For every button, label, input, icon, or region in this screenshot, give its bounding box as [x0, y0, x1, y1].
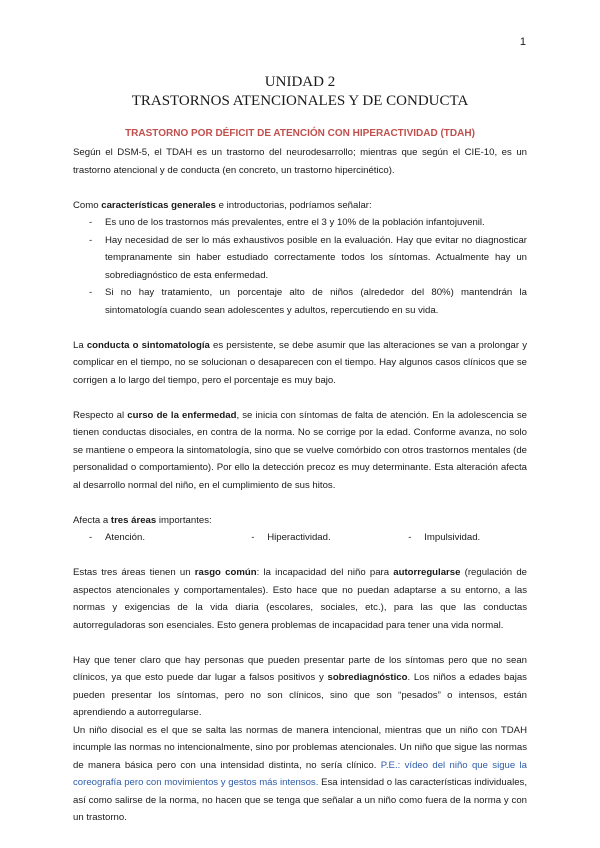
dash-marker: -	[89, 287, 93, 298]
area-item-attention: - Atención.	[73, 529, 235, 547]
dash-marker: -	[89, 217, 93, 228]
paragraph-overdiagnosis: Hay que tener claro que hay personas que pueden presentar parte de los síntomas pero que no sean clínicos, ya que esto puede dar lugar a falsos positivos y sobrediagnóstico. Los niños a edades bajas pueden presentar los síntomas, pero no son clínicos, sino que son “pesados” o intensos, están aprendiendo a autorregularse.	[73, 654, 527, 718]
list-item: - Hay necesidad de ser lo más exhaustivos posible en la evaluación. Hay que evitar no diagnosticar tempranamente sin haber estudiado correctamente todos los síntomas. Actualmente hay un sobrediagnóstico de esta enfermedad.	[73, 232, 527, 285]
paragraph-dissocial: Un niño disocial es el que se salta las normas de manera intencional, mientras que un niño con TDAH incumple las normas no intencionalmente, sino por problemas atencionales. Un niño que sigue las normas de manera básica pero con una intensidad distinta, no sería clínico. P.E.: vídeo del niño que sigue la coreografía pero con movimientos y gestos más intensos. Esa intensidad o las características individuales, así como salirse de la norma, no hacen que se tenga que señalar a un niño como fuera de la norma y con un trastorno.	[73, 724, 527, 823]
bold-self-regulate: autorregularse	[393, 567, 461, 578]
unit-subtitle: TRASTORNOS ATENCIONALES Y DE CONDUCTA	[131, 93, 469, 109]
paragraph-conduct: La conducta o sintomatología es persistente, se debe asumir que las alteraciones se van a prolongar y complicar en el tiempo, no se solucionan o desaparecen con el tiempo. Hay algunos casos clínicos que se corrigen a lo largo del tiempo, pero el porcentaje es muy bajo.	[73, 339, 527, 386]
paragraph-course: Respecto al curso de la enfermedad, se inicia con síntomas de falta de atención. En la adolescencia se tienen conductas disociales, en contra de la norma. No se corrige por la edad. Conforme avanza, no solo se mantiene o empeora la sintomatología, sino que se vuelve comórbido con otros trastornos mentales (de personalidad o comportamiento). Por ello la detección precoz es muy determinante. Esta alteración afecta al desarrollo normal del niño, en el cumplimiento de sus hitos.	[73, 409, 528, 491]
paragraph-common-trait: Estas tres áreas tienen un rasgo común: la incapacidad del niño para autorregularse (regulación de aspectos atencionales y comportamentales). Esto hace que no puedan adaptarse a su entorno, a las normas y exigencias de la vida diaria (escolares, sociales, etc.), para las que las conductas autorreguladoras son esenciales. Esto genera problemas de incapacidad para tener una vida normal.	[73, 567, 527, 631]
dash-marker: -	[251, 532, 255, 543]
section-heading: TRASTORNO POR DÉFICIT DE ATENCIÓN CON HIPERACTIVIDAD (TDAH)	[125, 128, 475, 139]
area-item-hyperactivity: - Hiperactividad.	[235, 529, 392, 547]
list-item: - Es uno de los trastornos más prevalentes, entre el 3 y 10% de la población infantojuvenil.	[73, 214, 527, 232]
bold-common-trait: rasgo común	[194, 567, 257, 578]
area-item-impulsivity: - Impulsividad.	[392, 529, 527, 547]
document-body	[73, 144, 527, 827]
paragraph-dsm5: Según el DSM-5, el TDAH es un trastorno del neurodesarrollo; mientras que según el CIE-10, es un trastorno atencional y de conducta (en concreto, un trastorno hipercinético).	[73, 147, 527, 176]
characteristics-list	[73, 214, 527, 319]
dash-marker: -	[408, 532, 412, 543]
page-number: 1	[519, 36, 526, 48]
list-item: - Si no hay tratamiento, un porcentaje alto de niños (alrededor del 80%) mantendrán la sintomatología cuando sean adolescentes y adultos, repercutiendo en su vida.	[73, 284, 527, 319]
bold-course: curso de la enfermedad	[127, 409, 237, 421]
paragraph-characteristics-intro: Como características generales e introductorias, podríamos señalar:	[73, 199, 372, 211]
bold-conduct: conducta o sintomatología	[86, 339, 210, 351]
bold-characteristics: características generales	[101, 199, 216, 211]
bold-overdiagnosis: sobrediagnóstico	[327, 672, 408, 683]
bold-three-areas: tres áreas	[110, 514, 157, 526]
dash-marker: -	[89, 234, 93, 246]
unit-title: UNIDAD 2	[264, 74, 336, 90]
example-note: P.E.: vídeo del niño que sigue la coreografía pero con movimientos y gestos más intensos.	[73, 759, 527, 788]
areas-list	[73, 529, 527, 547]
dash-marker: -	[89, 532, 93, 543]
paragraph-areas-intro: Afecta a tres áreas importantes:	[73, 514, 212, 526]
